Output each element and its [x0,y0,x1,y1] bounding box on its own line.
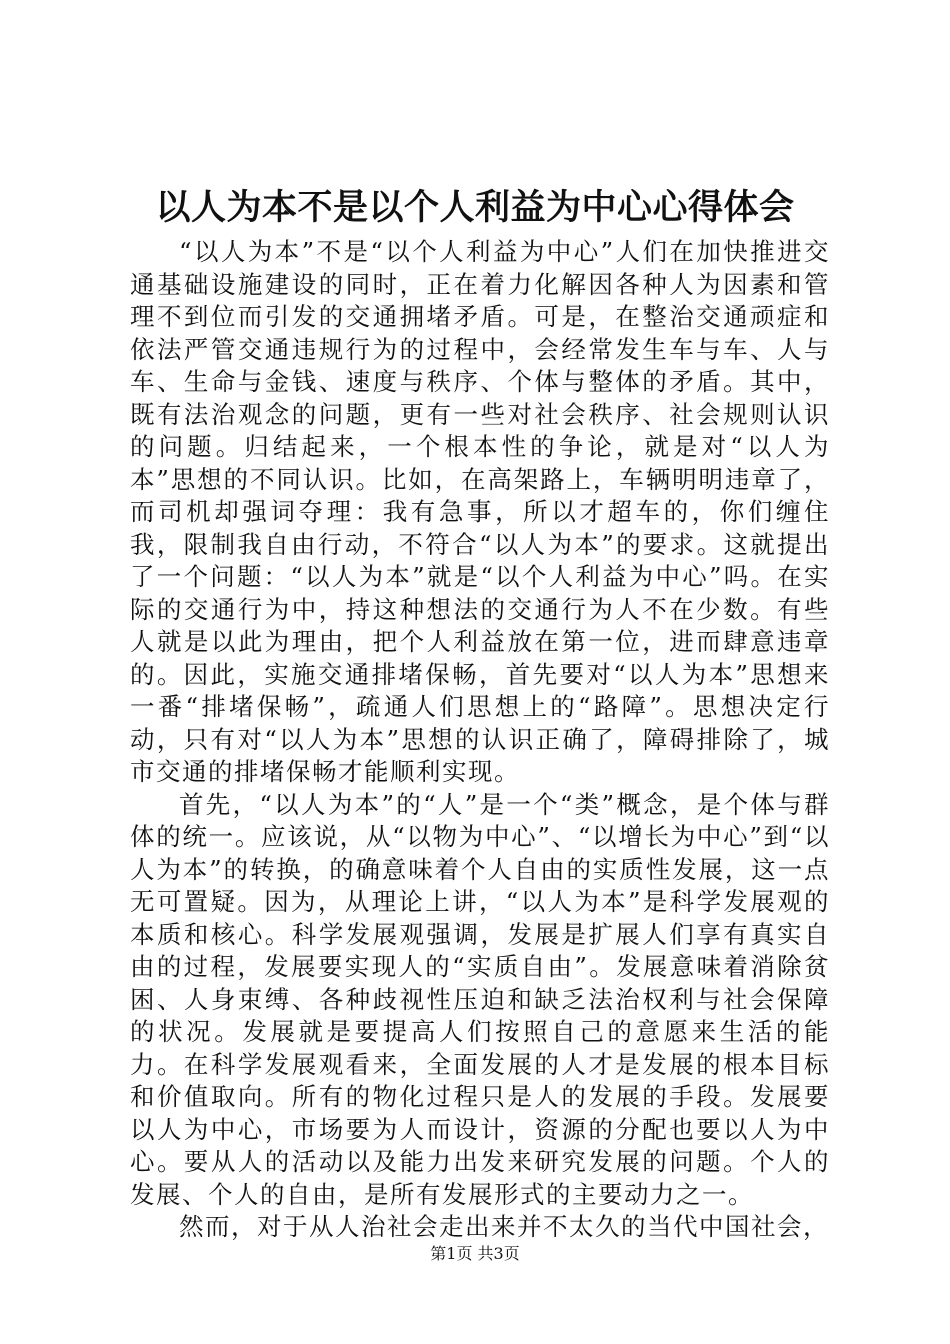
body-paragraph-3: 然而，对于从人治社会走出来并不太久的当代中国社会， [179,1212,829,1241]
document-title: 以人为本不是以个人利益为中心心得体会 [155,188,795,228]
body-paragraph-1: “以人为本”不是“以个人利益为中心”人们在加快推进交通基础设施建设的同时，正在着力化解因各种人为因素和管理不到位而引发的交通拥堵矛盾。可是，在整治交通顽症和依法严管交通违规行为的过程中，会经常发生车与车、人与车、生命与金钱、速度与秩序、个体与整体的矛盾。其中，既有法治观念的问题，更有一些对社会秩序、社会规则认识的问题。归结起来，一个根本性的争论，就是对“以人为本”思想的不同认识。比如，在高架路上，车辆明明违章了，而司机却强词夺理：我有急事，所以才超车的，你们缠住我，限制我自由行动，不符合“以人为本”的要求。这就提出了一个问题：“以人为本”就是“以个人利益为中心”吗。在实际的交通行为中，持这种想法的交通行为人不在少数。有些人就是以此为理由，把个人利益放在第一位，进而肆意违章的。因此，实施交通排堵保畅，首先要对“以人为本”思想来一番“排堵保畅”，疏通人们思想上的“路障”。思想决定行动，只有对“以人为本”思想的认识正确了，障碍排除了，城市交通的排堵保畅才能顺利实现。 [130,237,830,786]
page-footer: 第1页 共3页 [430,1244,520,1263]
document-body [130,236,830,1244]
body-paragraph-2: 首先，“以人为本”的“人”是一个“类”概念，是个体与群体的统一。应该说，从“以物为中心”、“以增长为中心”到“以人为本”的转换，的确意味着个人自由的实质性发展，这一点无可置疑。因为，从理论上讲，“以人为本”是科学发展观的本质和核心。科学发展观强调，发展是扩展人们享有真实自由的过程，发展要实现人的“实质自由”。发展意味着消除贫困、人身束缚、各种歧视性压迫和缺乏法治权利与社会保障的状况。发展就是要提高人们按照自己的意愿来生活的能力。在科学发展观看来，全面发展的人才是发展的根本目标和价值取向。所有的物化过程只是人的发展的手段。发展要以人为中心，市场要为人而设计，资源的分配也要以人为中心。要从人的活动以及能力出发来研究发展的问题。个人的发展、个人的自由，是所有发展形式的主要动力之一。 [130,789,830,1209]
